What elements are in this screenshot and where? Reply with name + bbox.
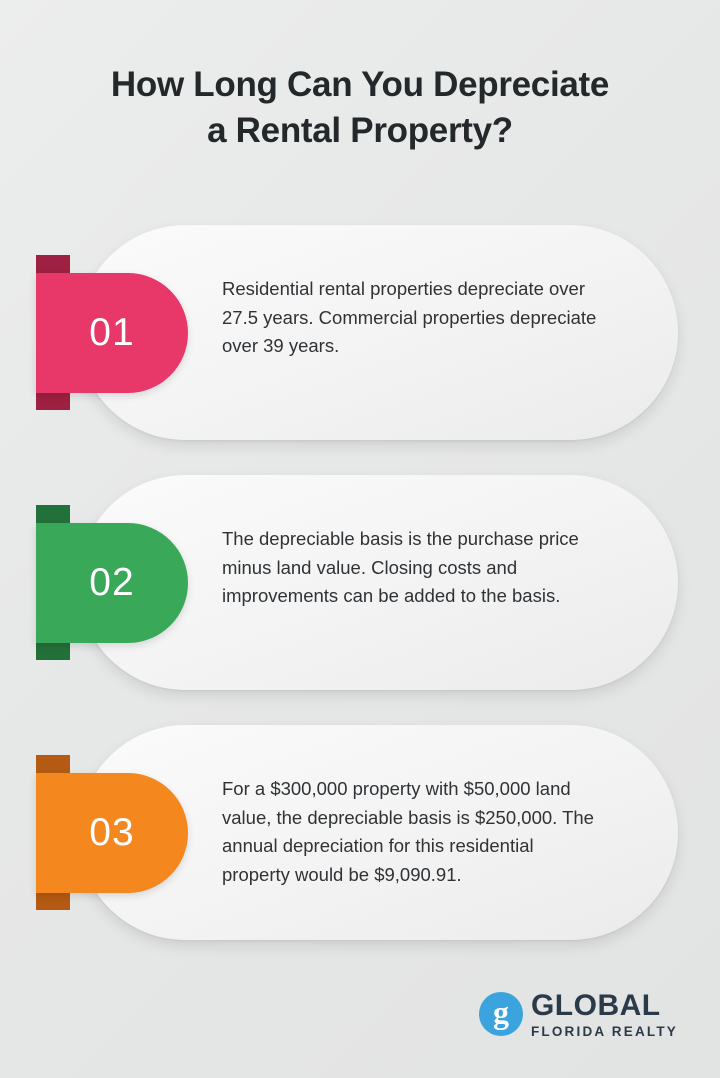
page-title-line-2: a Rental Property? bbox=[207, 111, 513, 151]
step-number: 02 bbox=[89, 561, 135, 604]
page-title bbox=[0, 62, 720, 154]
steps-list bbox=[0, 225, 720, 975]
step-number-badge bbox=[36, 273, 188, 393]
list-item bbox=[0, 475, 720, 690]
logo-sub-text: FLORIDA REALTY bbox=[530, 1023, 678, 1039]
logo-main-text: GLOBAL bbox=[530, 988, 661, 1022]
list-item bbox=[0, 725, 720, 940]
list-item bbox=[0, 225, 720, 440]
step-text: The depreciable basis is the purchase price minus land value. Closing costs and improvements can be added to the basis. bbox=[222, 528, 579, 607]
logo-mark-icon bbox=[479, 992, 523, 1036]
brand-logo bbox=[479, 988, 678, 1039]
step-number-badge bbox=[36, 523, 188, 643]
logo-mark-letter: g bbox=[492, 994, 509, 1031]
logo-wordmark bbox=[530, 988, 678, 1039]
step-number: 01 bbox=[89, 311, 135, 354]
step-text: For a $300,000 property with $50,000 land value, the depreciable basis is $250,000. The annual depreciation for this residential property would be $9,090.91. bbox=[222, 778, 594, 886]
page-title-line-1: How Long Can You Depreciate bbox=[110, 65, 610, 104]
step-text: Residential rental properties depreciate over 27.5 years. Commercial properties depreciate over 39 years. bbox=[222, 278, 597, 357]
step-number-badge bbox=[36, 773, 188, 893]
step-number: 03 bbox=[89, 811, 135, 854]
